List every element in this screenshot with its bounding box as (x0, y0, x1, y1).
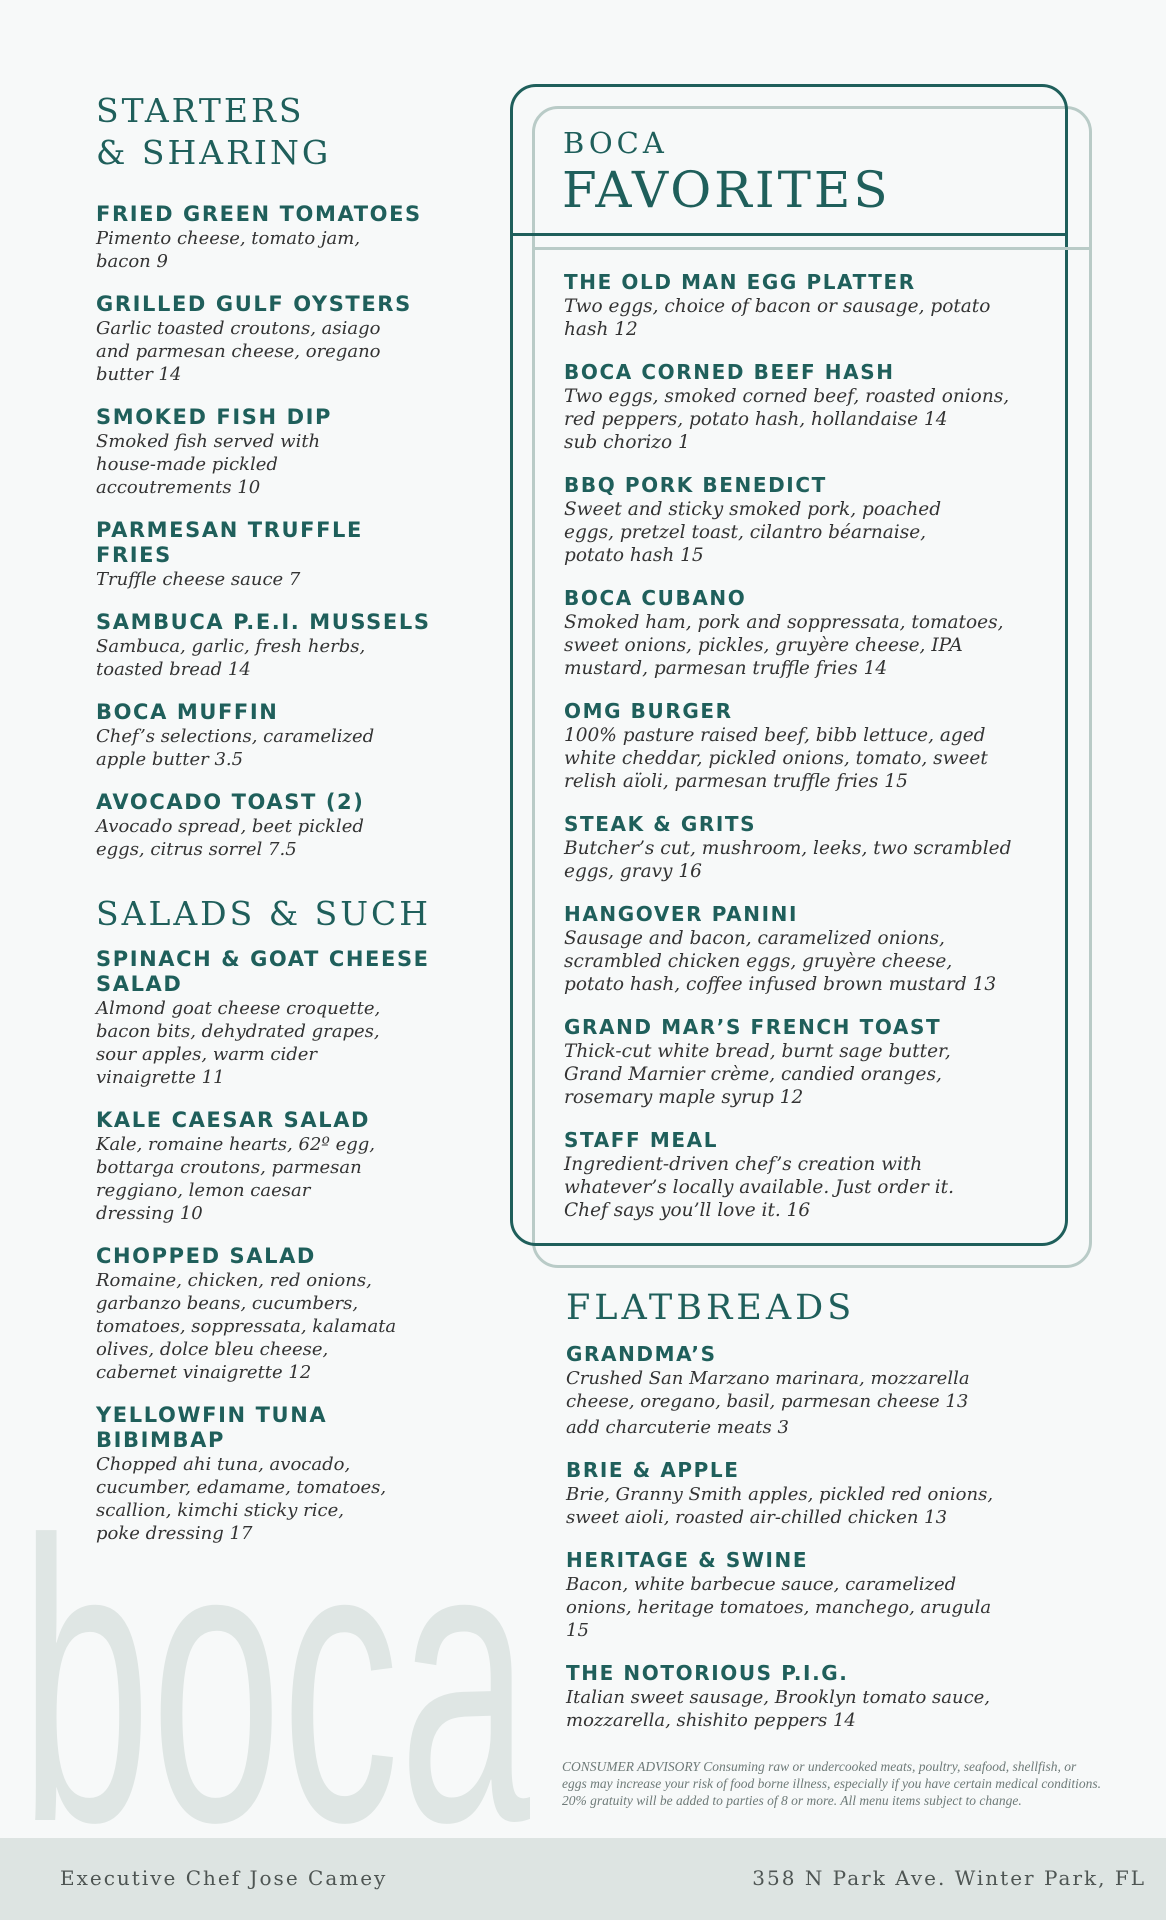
footer (0, 1838, 1166, 1920)
menu-item-description: Smoked ham, pork and soppressata, tomatoes, sweet onions, pickles, gruyère cheese, IPA mustard, parmesan truffle fries 14 (564, 612, 1004, 679)
menu-item (96, 1403, 436, 1545)
menu-item-name: BOCA MUFFIN (96, 700, 279, 724)
menu-item (96, 405, 436, 499)
restaurant-address: 358 N Park Ave. Winter Park, FL (752, 1866, 1146, 1890)
menu-item (564, 360, 1054, 454)
menu-item-description: Truffle cheese sauce 7 (96, 569, 301, 590)
menu-item-name: YELLOWFIN TUNA BIBIMBAP (96, 1403, 328, 1452)
favorites-list (564, 270, 1054, 1241)
menu-item (96, 1108, 436, 1225)
menu-item-description: Sausage and bacon, caramelized onions, scrambled chicken eggs, gruyère cheese, potato hash, coffee infused brown mustard 13 (564, 928, 997, 995)
menu-item-description: Pimento cheese, tomato jam, bacon 9 (96, 228, 361, 272)
menu-item (96, 518, 436, 591)
menu-item (564, 1128, 1054, 1222)
boca-watermark-text: boca (20, 1458, 532, 1830)
menu-item-description: 100% pasture raised beef, bibb lettuce, aged white cheddar, pickled onions, tomato, sweet relish aïoli, parmesan truffle fries 15 (564, 725, 988, 792)
menu-item (96, 202, 436, 273)
menu-item-name: HERITAGE & SWINE (566, 1548, 809, 1572)
menu-item-description: Bacon, white barbecue sauce, caramelized onions, heritage tomatoes, manchego, arugula 15 (566, 1574, 992, 1641)
menu-item-description: Thick-cut white bread, burnt sage butter, Grand Marnier crème, candied oranges, rosemary maple syrup 12 (564, 1041, 951, 1108)
menu-item (96, 947, 436, 1089)
menu-item-description: Crushed San Marzano marinara, mozzarella cheese, oregano, basil, parmesan cheese 13 (566, 1368, 970, 1412)
menu-item (564, 270, 1054, 341)
flatbreads-list (566, 1342, 1056, 1732)
menu-item-name: BOCA CUBANO (564, 586, 747, 610)
menu-item-name: HANGOVER PANINI (564, 902, 798, 926)
menu-item-description: Two eggs, choice of bacon or sausage, potato hash 12 (564, 296, 991, 340)
starters-list (96, 202, 436, 861)
menu-item-name: STEAK & GRITS (564, 812, 757, 836)
menu-item-name: PARMESAN TRUFFLE FRIES (96, 518, 363, 567)
salads-title: SALADS & SUCH (96, 894, 432, 933)
menu-item-name: BOCA CORNED BEEF HASH (564, 360, 895, 384)
menu-item (566, 1342, 1056, 1439)
consumer-advisory: CONSUMER ADVISORY Consuming raw or undercooked meats, poultry, seafood, shellfish, or eggs may increase your risk of food borne illness, especially if you have certain medical conditions. 20% gratuity will be added to parties of 8 or more. All menu items subject to change. (562, 1759, 1102, 1808)
menu-item-name: CHOPPED SALAD (96, 1244, 316, 1268)
menu-item (564, 473, 1054, 567)
menu-item-name: SPINACH & GOAT CHEESE SALAD (96, 947, 430, 996)
menu-item-name: GRANDMA’S (566, 1342, 717, 1366)
menu-item-description: Sambuca, garlic, fresh herbs, toasted bread 14 (96, 636, 366, 680)
menu-item (96, 790, 436, 861)
menu-item-name: THE NOTORIOUS P.I.G. (566, 1661, 849, 1685)
menu-item-name: SAMBUCA P.E.I. MUSSELS (96, 610, 431, 634)
executive-chef: Executive Chef Jose Camey (60, 1866, 388, 1890)
menu-item-name: OMG BURGER (564, 699, 733, 723)
flatbreads-title: FLATBREADS (566, 1288, 856, 1328)
menu-item (96, 700, 436, 771)
menu-item (564, 812, 1054, 883)
menu-item-description: Chopped ahi tuna, avocado, cucumber, edamame, tomatoes, scallion, kimchi sticky rice, poke dressing 17 (96, 1454, 387, 1544)
menu-item-name: BBQ PORK BENEDICT (564, 473, 827, 497)
menu-item-description: Kale, romaine hearts, 62º egg, bottarga croutons, parmesan reggiano, lemon caesar dressing 10 (96, 1134, 375, 1224)
menu-item-name: SMOKED FISH DIP (96, 405, 333, 429)
menu-item (564, 699, 1054, 793)
menu-item (566, 1661, 1056, 1732)
menu-item-description: Almond goat cheese croquette, bacon bits, dehydrated grapes, sour apples, warm cider vinaigrette 11 (96, 998, 381, 1088)
menu-item-name: GRAND MAR’S FRENCH TOAST (564, 1015, 942, 1039)
menu-item-description: Chef’s selections, caramelized apple butter 3.5 (96, 726, 375, 770)
menu-item-name: AVOCADO TOAST (2) (96, 790, 365, 814)
menu-item (564, 586, 1054, 680)
menu-item (96, 610, 436, 681)
favorites-subtitle: BOCA (563, 126, 668, 160)
menu-item-addon: add charcuterie meats 3 (566, 1417, 789, 1438)
menu-item (564, 902, 1054, 996)
favorites-divider-shadow (532, 247, 1092, 250)
menu-item (96, 292, 436, 386)
menu-item (564, 1015, 1054, 1109)
menu-item-description: Romaine, chicken, red onions, garbanzo beans, cucumbers, tomatoes, soppressata, kalamata olives, dolce bleu cheese, cabernet vinaigrette 12 (96, 1270, 397, 1383)
menu-item (566, 1548, 1056, 1642)
menu-item (96, 1244, 436, 1384)
favorites-title: FAVORITES (562, 161, 891, 219)
menu-item-description: Avocado spread, beet pickled eggs, citrus sorrel 7.5 (96, 816, 364, 860)
menu-item-description: Smoked fish served with house-made pickled accoutrements 10 (96, 431, 321, 498)
salads-list (96, 947, 436, 1545)
menu-item-name: THE OLD MAN EGG PLATTER (564, 270, 916, 294)
starters-title: STARTERS & SHARING (96, 91, 332, 172)
menu-item-name: BRIE & APPLE (566, 1458, 740, 1482)
menu-item-name: STAFF MEAL (564, 1128, 719, 1152)
menu-item-description: Butcher’s cut, mushroom, leeks, two scrambled eggs, gravy 16 (564, 838, 1012, 882)
menu-item-name: FRIED GREEN TOMATOES (96, 202, 422, 226)
menu-item-name: GRILLED GULF OYSTERS (96, 292, 412, 316)
menu-item-description: Sweet and sticky smoked pork, poached eggs, pretzel toast, cilantro béarnaise, potato hash 15 (564, 499, 942, 566)
menu-item (566, 1458, 1056, 1529)
menu-item-description: Ingredient-driven chef’s creation with whatever’s locally available. Just order it. Chef says you’ll love it. 16 (564, 1154, 954, 1221)
menu-item-description: Brie, Granny Smith apples, pickled red onions, sweet aioli, roasted air-chilled chicken 13 (566, 1484, 994, 1528)
menu-item-description: Italian sweet sausage, Brooklyn tomato sauce, mozzarella, shishito peppers 14 (566, 1687, 991, 1731)
left-column (96, 90, 436, 1564)
flatbreads-section (566, 1286, 1056, 1751)
favorites-divider (510, 233, 1068, 236)
menu-item-name: KALE CAESAR SALAD (96, 1108, 371, 1132)
menu-item-description: Two eggs, smoked corned beef, roasted onions, red peppers, potato hash, hollandaise 14 sub chorizo 1 (564, 386, 1010, 453)
menu-item-description: Garlic toasted croutons, asiago and parmesan cheese, oregano butter 14 (96, 318, 381, 385)
